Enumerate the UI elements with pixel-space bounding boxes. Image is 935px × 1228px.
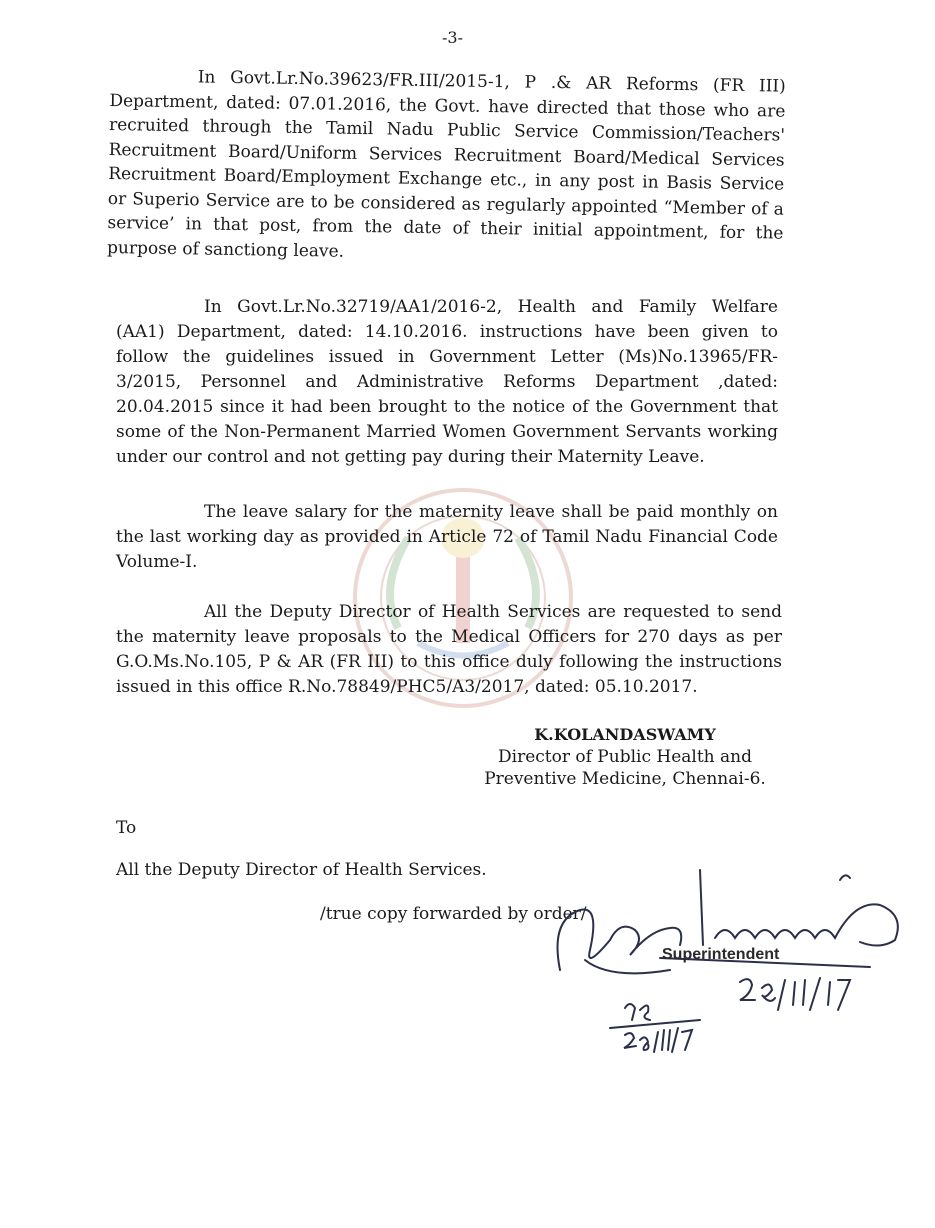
signatory-name: K.KOLANDASWAMY (534, 725, 716, 744)
page-number: -3- (442, 28, 463, 47)
true-copy-note: /true copy forwarded by order/ (320, 904, 587, 924)
to-label: To (116, 818, 137, 838)
superintendent-label: Superintendent (662, 946, 780, 963)
paragraph-leave-salary: The leave salary for the maternity leave shall be paid monthly on the last working day as provided in Article 72 of Tamil Nadu Financial Code Volume-I. (116, 502, 778, 572)
signatory-designation-line-1: Director of Public Health and (498, 747, 752, 767)
signatory-designation-line-2: Preventive Medicine, Chennai-6. (484, 769, 766, 789)
paragraph-govt-letter-39623: In Govt.Lr.No.39623/FR.III/2015-1, P .& AR Reforms (FR III) Department, dated: 07.01.2016, the Govt. have directed that those who are recruited through the Tamil Nadu Public Service Commission/Teachers' Recruitment Board/Uniform Services Recruitment Board/Medical Services Recruitment Board/Employment Exchange etc., in any post in Basis Service or Superio Service are to be considered as regularly appointed “Member of a service’ in that post, from the date of their initial appointment, for the purpose of sanctiong leave. (106, 67, 786, 262)
paragraph-deputy-director-request: All the Deputy Director of Health Services are requested to send the maternity leave proposals to the Medical Officers for 270 days as per G.O.Ms.No.105, P & AR (FR III) to this office duly following the instructions issued in this office R.No.78849/PHC5/A3/2017, dated: 05.10.2017. (116, 602, 782, 697)
recipient: All the Deputy Director of Health Services. (116, 860, 487, 880)
paragraph-govt-letter-32719: In Govt.Lr.No.32719/AA1/2016-2, Health and Family Welfare (AA1) Department, dated: 14.10.2016. instructions have been given to follow the guidelines issued in Government Letter (Ms)No.13965/FR-3/2015, Personnel and Administrative Reforms Department ,dated: 20.04.2015 since it had been brought to the notice of the Government that some of the Non-Permanent Married Women Government Servants working under our control and not getting pay during their Maternity Leave. (116, 297, 778, 467)
signatory-block (470, 724, 780, 790)
